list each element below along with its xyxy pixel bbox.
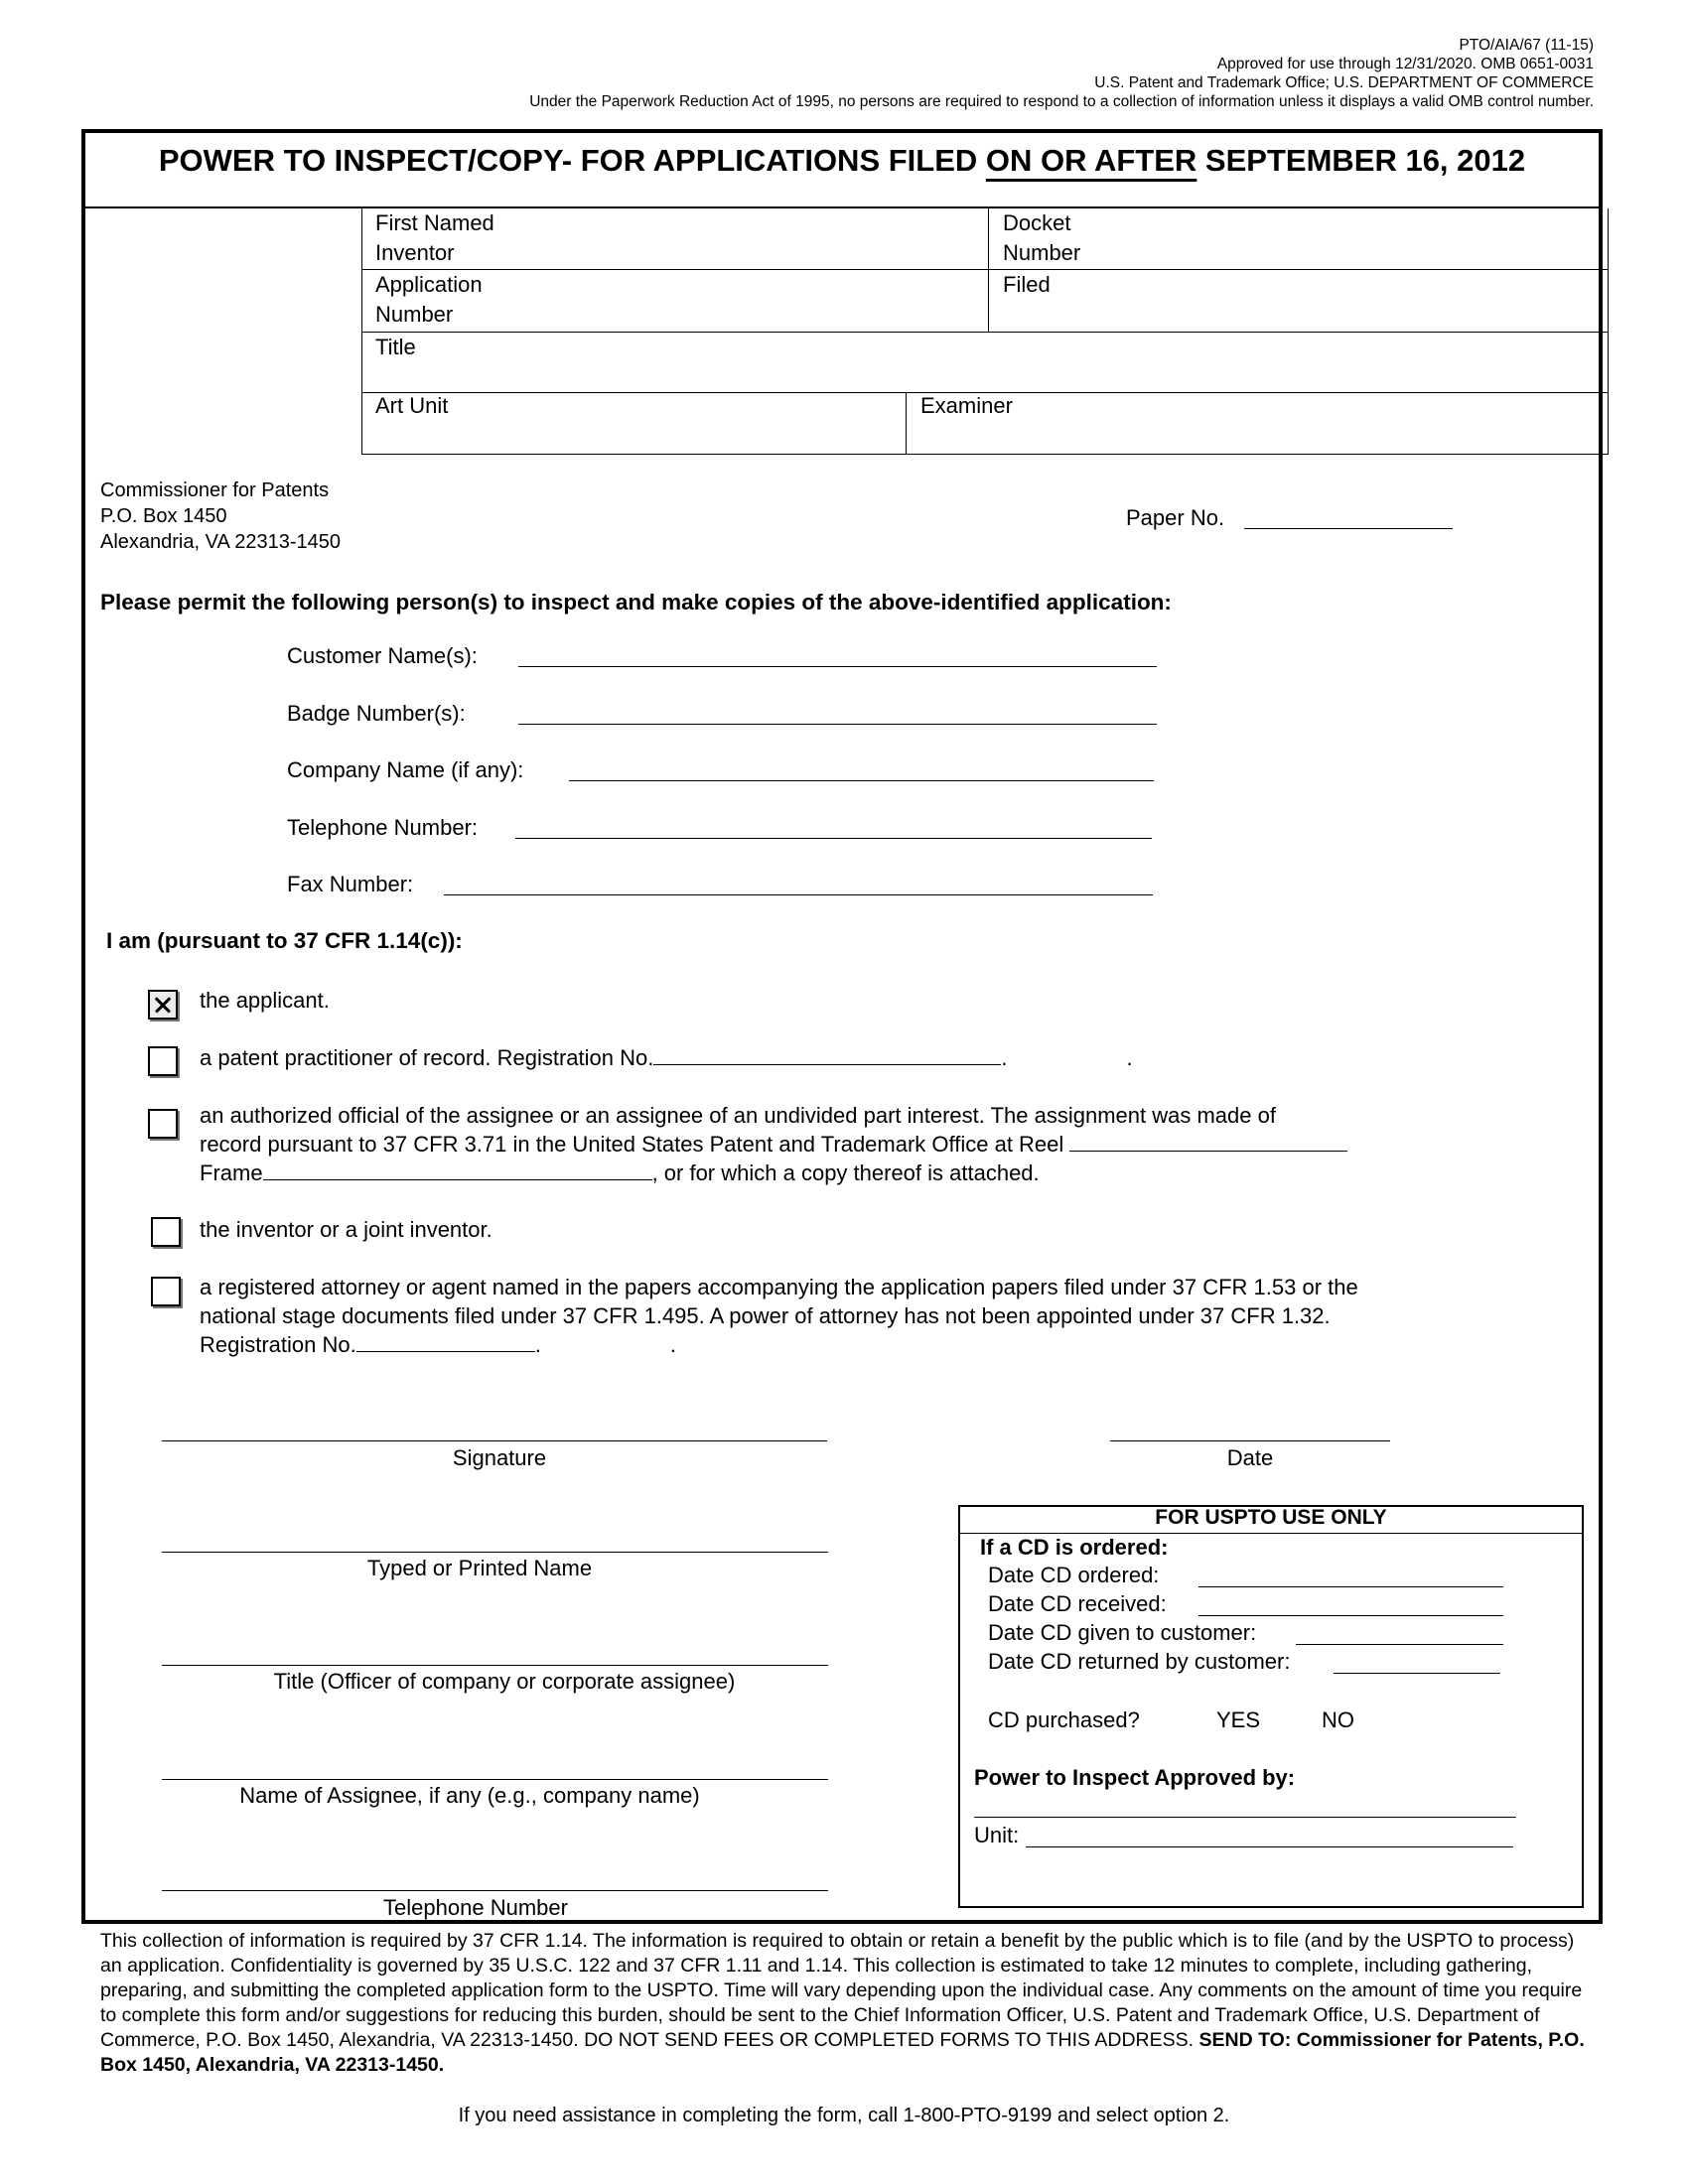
paper-no-field[interactable]: [1244, 528, 1453, 529]
badge-numbers-label: Badge Number(s):: [287, 701, 466, 726]
burden-text: This collection of information is required by 37 CFR 1.14. The information is required to obtain or retain a benefit by the public which is to file (and by the USPTO to process) an application. Confidentiality is governed by 35 U.S.C. 122 and 37 CFR 1.11 and 1.14. This collection is estimated to take 12 minutes to complete, including gathering, preparing, and submitting the completed application form to the USPTO. Time will vary depending upon the individual case. Any comments on the amount of time you require to complete this form and/or suggestions for reducing this burden, should be sent to the Chief Information Officer, U.S. Patent and Trademark Office, U.S. Department of Commerce, P.O. Box 1450, Alexandria, VA 22313-1450. DO NOT SEND FEES OR COMPLETED FORMS TO THIS ADDRESS.: [100, 1930, 1583, 2051]
docket-number-cell[interactable]: [989, 208, 1609, 270]
practitioner-option-text: a patent practitioner of record. Registration No.: [200, 1045, 654, 1070]
signature-telephone-label: Telephone Number: [383, 1895, 568, 1920]
burden-statement: [100, 1929, 1600, 2078]
fax-field[interactable]: [444, 894, 1153, 895]
practitioner-checkbox[interactable]: [148, 1046, 178, 1076]
examiner-cell[interactable]: [907, 393, 1609, 455]
assignee-name-label: Name of Assignee, if any (e.g., company name): [239, 1783, 700, 1808]
date-cd-ordered-label: Date CD ordered:: [988, 1563, 1160, 1587]
uspto-use-only-heading: FOR USPTO USE ONLY: [958, 1506, 1584, 1534]
unit-field[interactable]: [1026, 1846, 1513, 1847]
assignee-name-field[interactable]: [162, 1779, 828, 1780]
agency-text: U.S. Patent and Trademark Office; U.S. DEPARTMENT OF COMMERCE: [1094, 74, 1594, 91]
cd-purchased-no[interactable]: NO: [1322, 1707, 1354, 1732]
approved-by-field[interactable]: [974, 1817, 1516, 1818]
date-label: Date: [1226, 1445, 1274, 1470]
art-unit-label: Art Unit: [375, 393, 449, 418]
telephone-field[interactable]: [515, 838, 1152, 839]
paperwork-notice: Under the Paperwork Reduction Act of 1995, no persons are required to respond to a collection of information unless it displays a valid OMB control number.: [529, 93, 1594, 110]
assignee-line1: an authorized official of the assignee or an assignee of an undivided part interest. The assignment was made of: [200, 1103, 1276, 1128]
assignee-line3: [200, 1159, 1550, 1187]
typed-name-label: Typed or Printed Name: [366, 1556, 593, 1580]
date-cd-returned-field[interactable]: [1334, 1673, 1500, 1674]
address-line3: Alexandria, VA 22313-1450: [100, 531, 342, 553]
application-number-label: Application Number: [375, 272, 483, 327]
page-title: [81, 141, 1603, 181]
fax-label: Fax Number:: [287, 872, 414, 896]
address-line1: Commissioner for Patents: [100, 479, 330, 501]
filed-label: Filed: [1003, 272, 1051, 297]
attorney-line1: a registered attorney or agent named in the papers accompanying the application papers filed under 37 CFR 1.53 or the: [200, 1275, 1358, 1299]
examiner-label: Examiner: [920, 393, 1013, 418]
date-cd-received-label: Date CD received:: [988, 1591, 1167, 1616]
inventor-checkbox[interactable]: [151, 1217, 181, 1247]
assignee-line2: [200, 1130, 1550, 1159]
cd-purchased-label: CD purchased?: [988, 1707, 1140, 1732]
assignee-checkbox[interactable]: [148, 1109, 178, 1139]
company-name-field[interactable]: [569, 780, 1154, 781]
paper-no-label: Paper No.: [1126, 505, 1225, 530]
docket-number-label: Docket Number: [1003, 210, 1081, 265]
application-number-cell[interactable]: [361, 270, 989, 333]
attorney-registration-label: Registration No.: [200, 1332, 356, 1357]
signature-label: Signature: [452, 1445, 547, 1470]
signature-telephone-field[interactable]: [162, 1890, 828, 1891]
date-field[interactable]: [1110, 1440, 1390, 1441]
frame-field[interactable]: [263, 1160, 652, 1180]
practitioner-option: [200, 1043, 1550, 1072]
practitioner-period: .: [1001, 1045, 1008, 1070]
title-part2: SEPTEMBER 16, 2012: [1196, 143, 1526, 178]
assistance-text: If you need assistance in completing the form, call 1-800-PTO-9199 and select option 2.: [458, 2105, 1230, 2126]
attorney-period-2: .: [669, 1332, 676, 1357]
cd-purchased-yes[interactable]: YES: [1216, 1707, 1261, 1732]
form-id: PTO/AIA/67 (11-15): [1459, 37, 1594, 54]
officer-title-field[interactable]: [162, 1665, 828, 1666]
company-name-label: Company Name (if any):: [287, 757, 524, 782]
frame-label: Frame: [200, 1160, 263, 1185]
approved-by-label: Power to Inspect Approved by:: [974, 1765, 1296, 1790]
badge-numbers-field[interactable]: [518, 724, 1157, 725]
unit-label: Unit:: [974, 1823, 1020, 1847]
title-part1: POWER TO INSPECT/COPY- FOR APPLICATIONS FILED: [158, 143, 986, 178]
permit-heading: Please permit the following person(s) to inspect and make copies of the above-identified application:: [100, 590, 1172, 614]
send-to-address: SEND TO: Commissioner for Patents, P.O. Box 1450, Alexandria, VA 22313-1450.: [100, 2029, 1585, 2076]
approval-text: Approved for use through 12/31/2020. OMB 0651-0031: [1216, 56, 1594, 72]
address-line2: P.O. Box 1450: [100, 505, 227, 527]
attorney-line3: [200, 1330, 1550, 1359]
i-am-heading: I am (pursuant to 37 CFR 1.14(c)):: [106, 928, 463, 953]
applicant-option-text: the applicant.: [200, 988, 330, 1013]
first-named-inventor-label: First Named Inventor: [375, 210, 494, 265]
title-emphasis: ON OR AFTER: [985, 143, 1197, 178]
typed-name-field[interactable]: [162, 1552, 828, 1553]
art-unit-cell[interactable]: [361, 393, 907, 455]
signature-field[interactable]: [162, 1440, 827, 1441]
date-cd-given-field[interactable]: [1296, 1644, 1503, 1645]
assignee-option: [200, 1101, 1550, 1187]
attorney-line2: national stage documents filed under 37 CFR 1.495. A power of attorney has not been appointed under 37 CFR 1.32.: [200, 1303, 1331, 1328]
date-cd-ordered-field[interactable]: [1198, 1586, 1503, 1587]
form-header: [529, 36, 1594, 111]
reel-field[interactable]: [1069, 1131, 1347, 1152]
title-label: Title: [375, 335, 416, 359]
customer-names-label: Customer Name(s):: [287, 643, 478, 668]
date-cd-given-label: Date CD given to customer:: [988, 1620, 1257, 1645]
first-named-inventor-cell[interactable]: [361, 208, 989, 270]
officer-title-label: Title (Officer of company or corporate assignee): [273, 1669, 736, 1694]
cd-ordered-heading: If a CD is ordered:: [980, 1535, 1169, 1560]
attorney-option: [200, 1273, 1550, 1359]
attorney-checkbox[interactable]: [151, 1277, 181, 1306]
date-cd-received-field[interactable]: [1198, 1615, 1503, 1616]
customer-names-field[interactable]: [518, 666, 1157, 667]
date-cd-returned-label: Date CD returned by customer:: [988, 1649, 1291, 1674]
attorney-registration-field[interactable]: [356, 1331, 535, 1352]
assignee-line3-suffix: , or for which a copy thereof is attached.: [651, 1160, 1040, 1185]
telephone-label: Telephone Number:: [287, 815, 479, 840]
applicant-checkbox[interactable]: [148, 990, 178, 1020]
practitioner-registration-field[interactable]: [653, 1044, 1001, 1065]
inventor-option-text: the inventor or a joint inventor.: [200, 1217, 492, 1242]
filed-cell[interactable]: [989, 270, 1609, 333]
practitioner-period-2: .: [1126, 1045, 1133, 1070]
title-cell[interactable]: [361, 333, 1609, 393]
assignee-line2-text: record pursuant to 37 CFR 3.71 in the United States Patent and Trademark Office at Reel: [200, 1132, 1064, 1157]
commissioner-address: [100, 478, 341, 555]
attorney-period: .: [534, 1332, 541, 1357]
